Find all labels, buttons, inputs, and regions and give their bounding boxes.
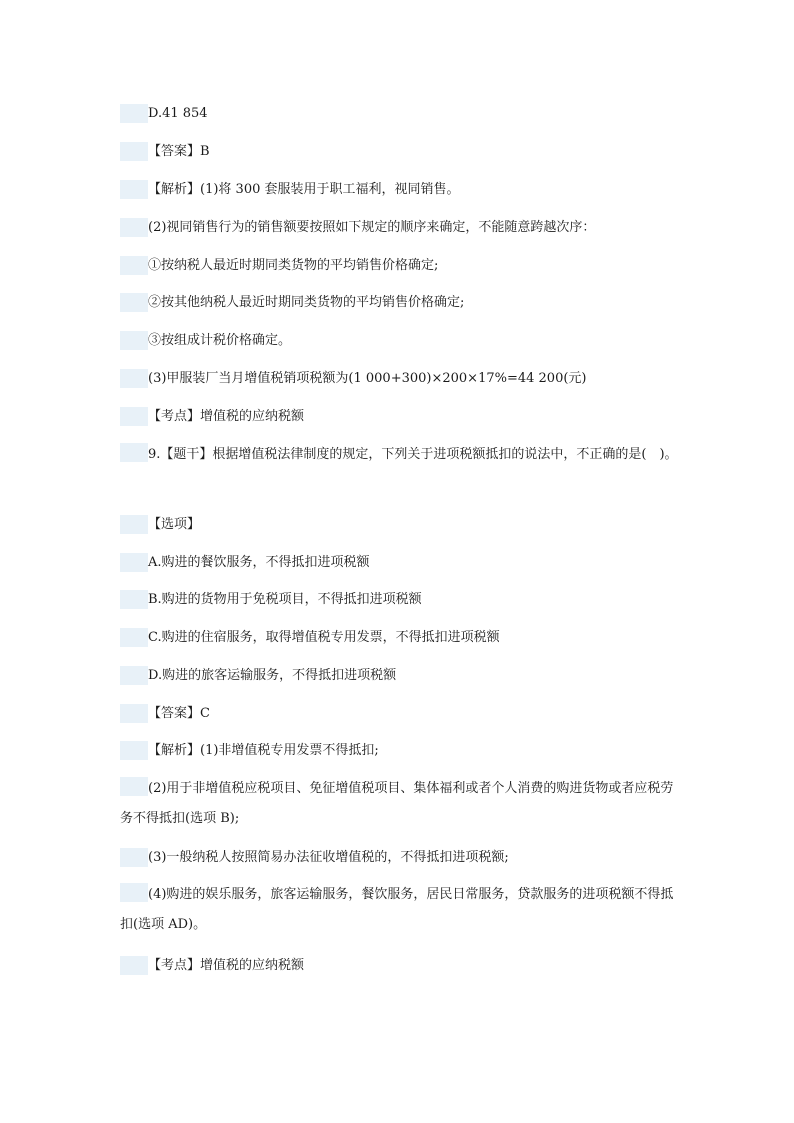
keypoint-prev: 【考点】增值税的应纳税额 <box>120 407 304 426</box>
analysis-prev-rule-1: ①按纳税人最近时期同类货物的平均销售价格确定; <box>120 256 438 275</box>
option-c: C.购进的住宿服务，取得增值税专用发票，不得抵扣进项税额 <box>120 628 500 647</box>
analysis-2: (2)用于非增值税应税项目、免征增值税项目、集体福利或者个人消费的购进货物或者应税劳务不得抵扣(选项 B); <box>120 774 680 834</box>
options-heading: 【选项】 <box>120 515 200 534</box>
question-9-stem: 9.【题干】根据增值税法律制度的规定，下列关于进项税额抵扣的说法中，不正确的是( )。 <box>120 440 680 470</box>
analysis-prev-rule-3: ③按组成计税价格确定。 <box>120 331 291 350</box>
option-d: D.购进的旅客运输服务，不得抵扣进项税额 <box>120 666 396 685</box>
analysis-prev-rule-2: ②按其他纳税人最近时期同类货物的平均销售价格确定; <box>120 293 464 312</box>
analysis-prev-1: 【解析】(1)将 300 套服装用于职工福利，视同销售。 <box>120 180 460 199</box>
analysis-prev-2: (2)视同销售行为的销售额要按照如下规定的顺序来确定，不能随意跨越次序： <box>120 218 595 237</box>
analysis-3: (3)一般纳税人按照简易办法征收增值税的，不得抵扣进项税额; <box>120 848 509 867</box>
keypoint: 【考点】增值税的应纳税额 <box>120 956 304 975</box>
option-d-prev: D.41 854 <box>120 104 208 123</box>
option-a: A.购进的餐饮服务，不得抵扣进项税额 <box>120 553 370 572</box>
answer: 【答案】C <box>120 704 210 723</box>
answer-prev: 【答案】B <box>120 142 210 161</box>
analysis-prev-3: (3)甲服装厂当月增值税销项税额为(1 000+300)×200×17%=44 200(元) <box>120 369 587 388</box>
option-b: B.购进的货物用于免税项目，不得抵扣进项税额 <box>120 590 422 609</box>
analysis-1: 【解析】(1)非增值税专用发票不得抵扣; <box>120 741 379 760</box>
analysis-4: (4)购进的娱乐服务，旅客运输服务，餐饮服务，居民日常服务，贷款服务的进项税额不得抵扣(选项 AD)。 <box>120 880 680 940</box>
